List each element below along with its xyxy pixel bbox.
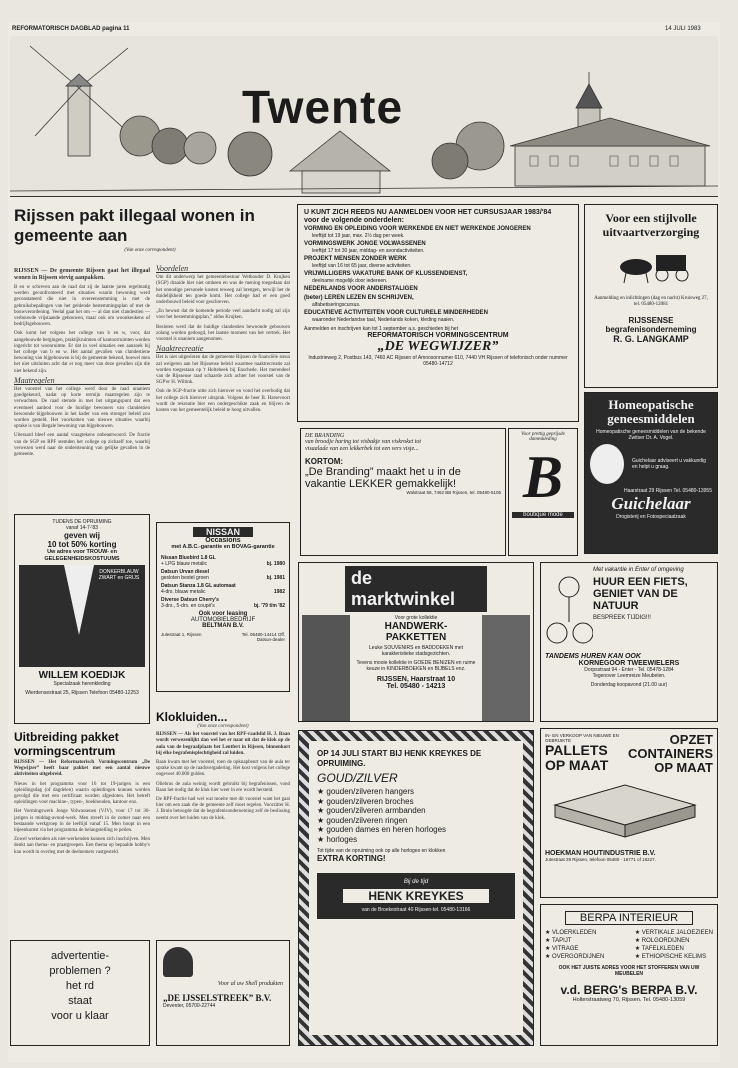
star-icon: ★ (317, 834, 327, 844)
homeopathy-advice: Guichelaar adviseert u vakkundig en helpt u graag. (632, 458, 706, 470)
advert-line-1: advertentie- (50, 950, 110, 962)
branding-big: „De Branding” maakt het u in de vakantie LEKKER gemakkelijk! (305, 466, 461, 490)
berpa-address: Holterstraatweg 70, Rijssen. Tel. 05480-13059 (572, 997, 686, 1003)
nissan-car (161, 569, 285, 581)
cursus-item (304, 241, 572, 254)
nissan-car-spec: gesloten bestel groen (161, 574, 209, 581)
klok-byline: (Van onze correspondent) (197, 724, 249, 729)
banner-title: Twente (242, 81, 404, 133)
homeopathy-sub: Homeopatische geneesmiddelen van de bekende Zwitser Dr. A. Vogel. (596, 429, 706, 441)
suit-illustration (19, 565, 145, 667)
marktwinkel-line-2: HANDWERK- (384, 621, 448, 632)
koedijk-ad (14, 514, 150, 724)
kreykes-name: HENK KREYKES (343, 889, 489, 903)
kreykes-item-label: gouden dames en heren horloges (326, 825, 447, 834)
cursus-item-title: NEDERLANDS VOOR ANDERSTALIGEN (304, 286, 418, 292)
funeral-address: Aanmelding en inlichtingen (dag en nacht) Kruisweg 27, tel. 05480-12081 (594, 296, 708, 307)
kreykes-list (317, 787, 515, 844)
nissan-car-name: Nissan Bluebird 1.8 GL (161, 554, 216, 561)
star-icon: ★ (317, 806, 327, 815)
voordelen-subheading: Voordelen (156, 266, 290, 273)
star-icon: ★ (545, 938, 552, 944)
lead-intro: RIJSSEN — De gemeente Rijssen gaat het illegaal wonen in Rijssen stevig aanpakken. (14, 268, 150, 281)
nissan-beltman-1: AUTOMOBIELBEDRIJF (190, 616, 256, 623)
voordelen-paragraph-2: „En bewust dat de komende periode veel aandacht nodig zal zijn voor het bestemmingsplan,” aldus Krujken. (156, 309, 290, 321)
kreykes-item (317, 806, 515, 816)
star-icon: ★ (317, 815, 327, 825)
cursus-item-sub: leeftijd 17 tot 30 jaar, middag- en avondactiviteiten. (312, 248, 425, 254)
vorming-paragraph-1: Nieuw in het programma voor 16 tot 19-jarigen is een opleidingsdag (of dagdelen) waarin opleidingen kunnen worden gevolgd die met een certificaat worden afgesloten. Het betreft opleidingen voor machine-, typen-, boekhouden, kantoor enz. (14, 781, 150, 806)
fiets-line-2: HUUR EEN FIETS, GENIET VAN DE NATUUR (593, 576, 688, 612)
berpa-item-label: VLOERKLEDEN (552, 930, 597, 936)
lead-paragraph-3: Het voorstel van het college werd door de raad unaniem goedgekeurd, nadat op korte termijn maatregelen zijn te verwachten. De raad stemde in met het uitgangspunt dat een eventueel aanbod voor de huidige bewoners van clandestien bewoonde bijgebouwen in het kader van een strenger beleid zou worden gesteld. Het voorkomen van nieuwe situaties waarbij sprake is van illegale bewoning van bijgebouwen. (14, 387, 150, 430)
cursus-item-title: PROJEKT MENSEN ZONDER WERK (304, 256, 407, 262)
containers-line-1: OPZET (669, 732, 713, 747)
cursus-item-title: EDUCATIEVE ACTIVITEITEN VOOR CULTURELE MINDERHEDEN (304, 310, 488, 316)
berpa-left-list (545, 929, 604, 961)
nissan-car-year: bj. 1981 (266, 574, 285, 581)
pallets-ad (540, 728, 718, 898)
fiets-line-3: BESPREEK TIJDIG!!! (593, 615, 651, 621)
nissan-car-year: bj. '79 t/m '82 (253, 602, 285, 609)
branding-address: Walstraat 58, 7462 BB Rijssen, tel. 05480-5105 (406, 490, 501, 495)
pallets-top: IN- EN VERKOOP VAN NIEUWE EN GEBRUIKTE (545, 733, 619, 743)
voordelen-paragraph-3: Besloten werd dat de huidige clandestien bewoonde gebouwen zolang worden gedoogd, het laatste moment van het vertrek. Het voorstel is unaniem aangenomen. (156, 324, 290, 343)
star-icon: ★ (634, 930, 642, 936)
cursus-address: Industrieweg 2, Postbus 143, 7460 AC Rijssen of Amnosonnumer 610, 7440 VH Rijssen of telefonisch onder nummer 05480-14712 (308, 355, 568, 367)
cursus-item-sub: leeftijd van 16 tot 65 jaar, diverse activiteiten. (312, 263, 412, 269)
star-icon: ★ (634, 946, 642, 952)
advert-line-2: problemen ? (49, 965, 111, 977)
marktwinkel-logo: de marktwinkel (345, 566, 487, 612)
kreykes-item-label: gouden/zilveren ringen (326, 815, 408, 825)
cursus-item-title: VORMING EN OPLEIDING VOOR WERKENDE EN NIET WERKENDE JONGEREN (304, 226, 531, 232)
banner-illustration (10, 36, 718, 197)
boutique-slogan: Voor prettig geprijsde dameskleding (521, 432, 565, 442)
berpa-item-label: TAPIJT (551, 938, 572, 944)
homeopathy-address: Haarstraat 29 Rijssen Tel. 05480-13955 (623, 488, 712, 494)
kreykes-line-2: GOUD/ZILVER (317, 771, 398, 785)
cursus-foot: Aanmelden en inschrijven kan tot 1 september a.s. geschieden bij het (304, 326, 458, 332)
boutique-name: boutique mode (512, 512, 574, 518)
shell-ad (156, 940, 290, 1046)
star-icon: ★ (317, 825, 327, 834)
lead-headline: Rijssen pakt illegaal wonen in gemeente aan (14, 206, 255, 245)
cursus-item-sub: leeftijd tot 19 jaar, max. 2½ dag per week. (312, 233, 405, 239)
lead-article (14, 206, 286, 255)
cursus-item (304, 295, 572, 308)
lead-paragraph-1: B en w schreven aan de raad dat zij de laatste jaren regelmatig werden geconfronteerd met situaties waarin bewoning werd geconstateerd die niet in overeenstemming is met de gebruiksbepalingen van het geldende bestemmingsplan of met de bouwverordening. Veelal gaat het om — al dan niet clandestien — verbouwde vrijstaande gebouwen, maar ook om woonkeukens of bedrijfsgebouwen. (14, 285, 150, 328)
nissan-car-spec: 4-drs. blauw metalic (161, 588, 206, 595)
boutique-ad (508, 428, 578, 556)
naaktrecreatie-subheading: Naaktrecreatie (156, 346, 290, 353)
branding-title: DE BRANDING (305, 433, 345, 439)
kreykes-item (317, 825, 515, 835)
suit-colors: DONKERBLAUW ZWART en GRIJS (98, 569, 140, 581)
koedijk-line-4: 10 tot 50% korting (47, 540, 117, 549)
paper-date: 14 JULI 1983 (665, 26, 701, 32)
star-icon: ★ (634, 938, 642, 944)
fiets-address-2: Tegenover Leemreize Meubelen. (592, 673, 666, 679)
voordelen-paragraph-5: Ook de SGP-fractie uitte zich hierover en vond het overbodig dat het college zich hierover uitsprak. Volgens de heer B. Harsevoort wordt de rekreatie hier een ondergeschikte zaak en blijven de kosten van het gemeentelijk beleid te hoog uitvallen. (156, 389, 290, 414)
berpa-item-label: ETHIOPISCHE KELIMS (641, 954, 707, 960)
cursus-item-title: VORMINGSWERK JONGE VOLWASSENEN (304, 241, 426, 247)
marktwinkel-address: RIJSSEN, Haarstraat 10 (376, 676, 456, 683)
cursus-name: „DE WEGWIJZER” (377, 339, 499, 354)
klok-paragraph-2: Oliebrus de aula weinig wordt gebruikt bij begrafenissen, vond Baan het nodig dat de klok hier weer in ere wordt hersteld. (156, 781, 290, 793)
advert-line-3: het rd (65, 980, 95, 992)
berpa-foot: OOK HET JUISTE ADRES VOOR HET STOFFEREN VAN UW MEUBELEN (558, 965, 700, 977)
nissan-line-1: Occasions (205, 537, 241, 544)
koedijk-line-5: Uw adres voor TROUW- en GELEGENHEIDSKOSTUUMS (44, 549, 120, 562)
fiets-line-1: Met vakantie in Enter of omgeving (593, 567, 684, 573)
cursus-item-sub: deelname mogelijk door iedereen. (312, 278, 388, 284)
boutique-b-logo: B (522, 444, 564, 510)
vorming-paragraph-3: Zowel werkenden als niet-werkenden kunnen zich inschrijven. Men denkt aan thema- en praatgroepen. Een thema op bepaalde hobby's kan wordt in overleg met de deelnemers vastgesteld. (14, 837, 150, 855)
berpa-title: BERPA INTERIEUR (565, 911, 693, 925)
klok-paragraph-3: De RPF-fractie had wel wat moeite met dit voorstel want het gaat hier om een zaak die de gemeente zelf moet regelen. Voorzitter H. J. Bruin betoogde dat de begrafenisonderneming zelf de beslissing neemt over het luiden van de klok. (156, 797, 290, 821)
marktwinkel-ad (298, 562, 534, 722)
cursus-list (304, 226, 572, 323)
kreykes-ad (298, 730, 534, 1046)
lead-body (14, 268, 150, 458)
berpa-item (635, 929, 713, 937)
horse-carriage-icon (606, 245, 696, 285)
klok-intro: RIJSSEN — Als het voorstel van het RPF-raadslid H. J. Baan wordt verwezenlijkt dan wel het er naar uit dat de klok op de aula van de begraafplaats het Lentfert in Rijssen, binnenkort bij elke begrafenisplechtigheid zal luiden. (156, 732, 290, 756)
star-icon: ★ (317, 796, 327, 806)
berpa-item (545, 929, 604, 937)
nissan-car-name: Datsun Stanza 1.8 GL automaat (161, 582, 236, 589)
lead-paragraph-2: Ook komt het volgens het college van b en w, voor, dat aangebouwde bergingen, praktijkruimten of kantoorruimten worden ingericht tot woonruimte. Er dat in veel situaties een aanzoek bij het college van b en w. Het aantal gevallen van clandestiene bewoning van bijgebouwen is bij de gemeente bekend, hoewel men het niet uitsluiten acht dat er nog meer van deze gevallen zijn die niet bekend zijn. (14, 331, 150, 374)
kreykes-tijd: Bij de tijd (403, 879, 429, 885)
pallets-line-2: OP MAAT (545, 757, 609, 773)
cursus-lead: voor de volgende onderdelen: (304, 217, 404, 224)
nissan-address-left: Julestraat 1, Rijssen (161, 631, 202, 637)
vorming-intro: RIJSSEN — Het Reformatorisch Vormingscentrum „De Wegwijzer” heeft haar pakket met een aantal nieuwe aktiviteiten uitgebreid. (14, 760, 150, 778)
fiets-ad (540, 562, 718, 722)
funeral-name-1: RIJSSENSE (628, 316, 674, 325)
nissan-address-right: Tel. 05480-14414 Off. Datsun-dealer (241, 631, 285, 642)
pallets-line-1: PALLETS (545, 742, 608, 758)
cursus-item (304, 256, 572, 269)
cursus-item (304, 310, 572, 323)
nissan-beltman-2: BELTMAN B.V. (202, 622, 244, 629)
kreykes-line-4: EXTRA KORTING! (317, 854, 386, 863)
berpa-item-label: VERTIKALE JALOEZIEEN (641, 930, 713, 936)
star-icon: ★ (545, 946, 553, 952)
berpa-item (635, 953, 713, 961)
portrait-icon (590, 444, 624, 484)
funeral-line-2: uitvaartverzorging (602, 225, 700, 239)
cursus-org: REFORMATORISCH VORMINGSCENTRUM (367, 332, 509, 339)
koedijk-line-2: vanaf 14-7-'83 (66, 525, 98, 531)
branding-ad (300, 428, 506, 556)
voordelen-paragraph-4: Het is niet uitgesloten dat de gemeente Rijssen de financiële steun zal weigeren aan het Rijssense beleid waarmee naaktrecreatie zal worden toegestaan op 't Holtebeek bij Enschede. Het merendeel van de Rijssense raad schaarde zich achter het voorstel van de SGP'er H. Wiltink. (156, 355, 290, 386)
nissan-car-name: Diverse Datsun Cherry's (161, 596, 219, 603)
berpa-item-label: OVERGORDIJNEN (552, 954, 605, 960)
cursus-item-sub: waaronder Nederlandse taal, Nederlands koken, kleding naaien. (312, 317, 455, 323)
advert-line-4: staat (68, 995, 92, 1007)
kreykes-address: van de Broekestraat 40 Rijssen-tel. 05480-13166 (361, 907, 471, 913)
fiets-tandem: TANDEMS HUREN KAN OOK (545, 653, 641, 660)
kreykes-item (317, 835, 515, 845)
lead-paragraph-4: Uiteraard bleef een aantal vraagtekens onbeantwoord. De fractie van de SGP en RPF stemden het college op zichzelf toe, waarbij verwezen werd naar de ondersteuning van gelijke gevallen in de gemeente. (14, 433, 150, 458)
star-icon: ★ (545, 930, 553, 936)
nissan-car-name: Datsun Urvan diesel (161, 568, 210, 575)
kreykes-item (317, 797, 515, 807)
lead-byline: (Van onze correspondent) (124, 248, 176, 253)
koedijk-name: WILLEM KOEDIJK (38, 670, 126, 681)
shell-address: Deventer, 05700-22744 (163, 1003, 216, 1009)
marktwinkel-line-4: Leuke SOUVENIRS en BADDOEKEN met karakteristieke stadsgezichten. (369, 645, 463, 657)
funeral-line-1: Voor een stijlvolle (605, 211, 697, 225)
pallets-address: Jutestraat 29 Rijssen, telefoon 05480 - 16771 of 18227. (545, 857, 656, 862)
nissan-line-2: met A.B.C.-garantie en BOVAG-garantie (171, 544, 275, 550)
branding-kortom: KORTOM: (305, 457, 344, 466)
branding-slogan: van broodje haring tot visbakje van viskroket tot visaalade van een lekkerbek tot een vers visje... (305, 439, 422, 452)
star-icon: ★ (634, 954, 642, 960)
pallet-illustration (545, 775, 713, 845)
lead-subheading: Maatregelen (14, 378, 150, 385)
funeral-name-3: R. G. LANGKAMP (613, 334, 689, 344)
fiets-koopavond: Donderdag koopavond (21.00 uur) (590, 682, 668, 688)
marktwinkel-line-3: PAKKETTEN (385, 632, 447, 643)
berpa-item-label: TAFELKLEDEN (641, 946, 684, 952)
klok-headline: Klokluiden... (156, 710, 228, 724)
star-icon: ★ (317, 787, 327, 796)
kreykes-item-label: horloges (326, 834, 358, 844)
koedijk-line-1: TUDENS DE OPRUIMING (52, 519, 112, 525)
berpa-right-list (635, 929, 713, 961)
marktwinkel-line-1: Voor grote kollektie (394, 615, 438, 621)
vorming-paragraph-2: Het Vormingswerk Jonge Volwassenen (VJV), voor 17 tot 30-jarigen is middag-avond-werk. Men streeft in de zomer naar een bestaande werkgroep in de leeftijd vanaf 15. Men hoopt in een bijeenkomst via het programma de belangstelling te peilen. (14, 809, 150, 834)
nissan-car-spec: 3-drs., 5-drs. en coupé's (161, 602, 215, 609)
kreykes-item-label: gouden/zilveren hangers (326, 787, 415, 796)
nissan-car (161, 555, 285, 567)
voordelen-paragraph-1: Om dit onderwerp het gemeentebestuur Wethouder D. Krujken (SGP) draaide hier niet omheen en was de mening toegedaan dat het onnodige personele kosten teweeg zal brengen, terwijl het de duidelijkheid ten goede komt. Het college had er een goed onderbouwd beleid voor geschreven. (156, 275, 290, 306)
shell-name: „DE IJSSELSTREEK” B.V. (163, 993, 272, 1003)
marktwinkel-line-5: Tevens mooie kollektie in GOEDE BENIZEN en ruime keuze in KINDERBOEKEN en BIJBELS enz. (356, 660, 476, 672)
nissan-ad (156, 522, 290, 692)
funeral-ad (584, 204, 718, 388)
marktwinkel-tel: Tel. 05480 - 14213 (386, 683, 446, 690)
kreykes-item (317, 787, 515, 797)
vorming-headline: Uitbreiding pakket vormingscentrum (14, 730, 119, 758)
star-icon: ★ (545, 954, 553, 960)
berpa-item-label: VITRAGE (552, 946, 579, 952)
klok-article (156, 710, 290, 822)
fiets-name: KORNEGOOR TWEEWIELERS (578, 660, 680, 667)
berpa-item (635, 945, 713, 953)
nissan-car-year: 1982 (273, 588, 285, 595)
nissan-car-spec: + LPG blauw metalic (161, 560, 207, 567)
koedijk-address: Wierdensestraat 25, Rijssen Telefoon 05480-12253 (25, 690, 139, 696)
koedijk-line-3: geven wij (63, 531, 100, 540)
nissan-car-list (161, 555, 285, 609)
paper-header: REFORMATORISCH DAGBLAD pagina 11 (12, 26, 130, 32)
cursus-item (304, 286, 572, 293)
homeopathy-line-2: geneesmiddelen (607, 411, 695, 426)
koedijk-sub: Specialzaak herenkleding (53, 681, 111, 687)
advert-line-5: voor u klaar (51, 1010, 109, 1022)
nissan-logo: NISSAN (193, 527, 253, 537)
nissan-car (161, 583, 285, 595)
cursus-ad (297, 204, 579, 422)
cityscape-left-image (302, 615, 350, 722)
funeral-name-2: begrafenisonderneming (605, 325, 697, 334)
cursus-item (304, 271, 572, 284)
berpa-item (635, 937, 713, 945)
berpa-item (545, 953, 604, 961)
cityscape-right-image (482, 615, 530, 722)
berpa-name: v.d. BERG's BERPA B.V. (560, 983, 698, 997)
cursus-item (304, 226, 572, 239)
berpa-item (545, 945, 604, 953)
shell-line-1: Voor al uw Shell produkten (217, 981, 283, 987)
cursus-title: U KUNT ZICH REEDS NU AANMELDEN VOOR HET CURSUSJAAR 1983/'84 (304, 209, 552, 216)
voordelen-column (156, 266, 290, 414)
homeopathy-brand-sub: Drogisterij en Fotospeciaalzaak (616, 514, 686, 520)
berpa-item-label: ROLGORDIJNEN (641, 938, 690, 944)
fiets-address: Dorpsstraat 94 - Enter - Tel. 05478-1284 (584, 667, 674, 673)
kreykes-line-3: Tot tijde van de opruiming ook op alle horloges en klokken (317, 848, 446, 854)
containers-line-3: OP MAAT (654, 760, 713, 775)
kreykes-line-1: OP 14 JULI START BIJ HENK KREYKES DE OPRUIMING. (317, 749, 482, 768)
nissan-lease: Ook voor leasing (198, 610, 248, 617)
homeopathy-ad (584, 392, 718, 554)
kreykes-item-label: gouden/zilveren armbanden (326, 806, 426, 815)
containers-line-2: CONTAINERS (628, 746, 713, 761)
cursus-item-title: VRIJWILLIGERS VAKATURE BANK OF KLUSSENDIENST, (304, 271, 468, 277)
cursus-item-sub: alfabetiseringscursus. (312, 302, 361, 308)
berpa-item (545, 937, 604, 945)
kreykes-item-label: gouden/zilveren broches (326, 796, 414, 806)
cursus-item-title: (beter) LEREN LEZEN EN SCHRIJVEN, (304, 295, 414, 301)
homeopathy-brand: Guichelaar (611, 494, 691, 513)
nissan-car-year: bj. 1980 (266, 560, 285, 567)
vorming-article (14, 730, 150, 856)
advertentie-ad (10, 940, 150, 1046)
homeopathy-line-1: Homeopatische (608, 397, 694, 412)
pallets-name: HOEKMAN HOUTINDUSTRIE B.V. (545, 850, 656, 857)
nissan-car (161, 597, 285, 609)
klok-paragraph-1: Baan kwam met het voorstel, toen de opknapbeurt van de aula ter sprake kwam op de raadsvergadering. Het kost volgens het college ongeveer 40.000 gulden. (156, 760, 290, 778)
shell-logo-icon (163, 947, 193, 977)
cyclist-illustration (545, 567, 593, 647)
berpa-ad (540, 904, 718, 1046)
kreykes-item (317, 816, 515, 826)
